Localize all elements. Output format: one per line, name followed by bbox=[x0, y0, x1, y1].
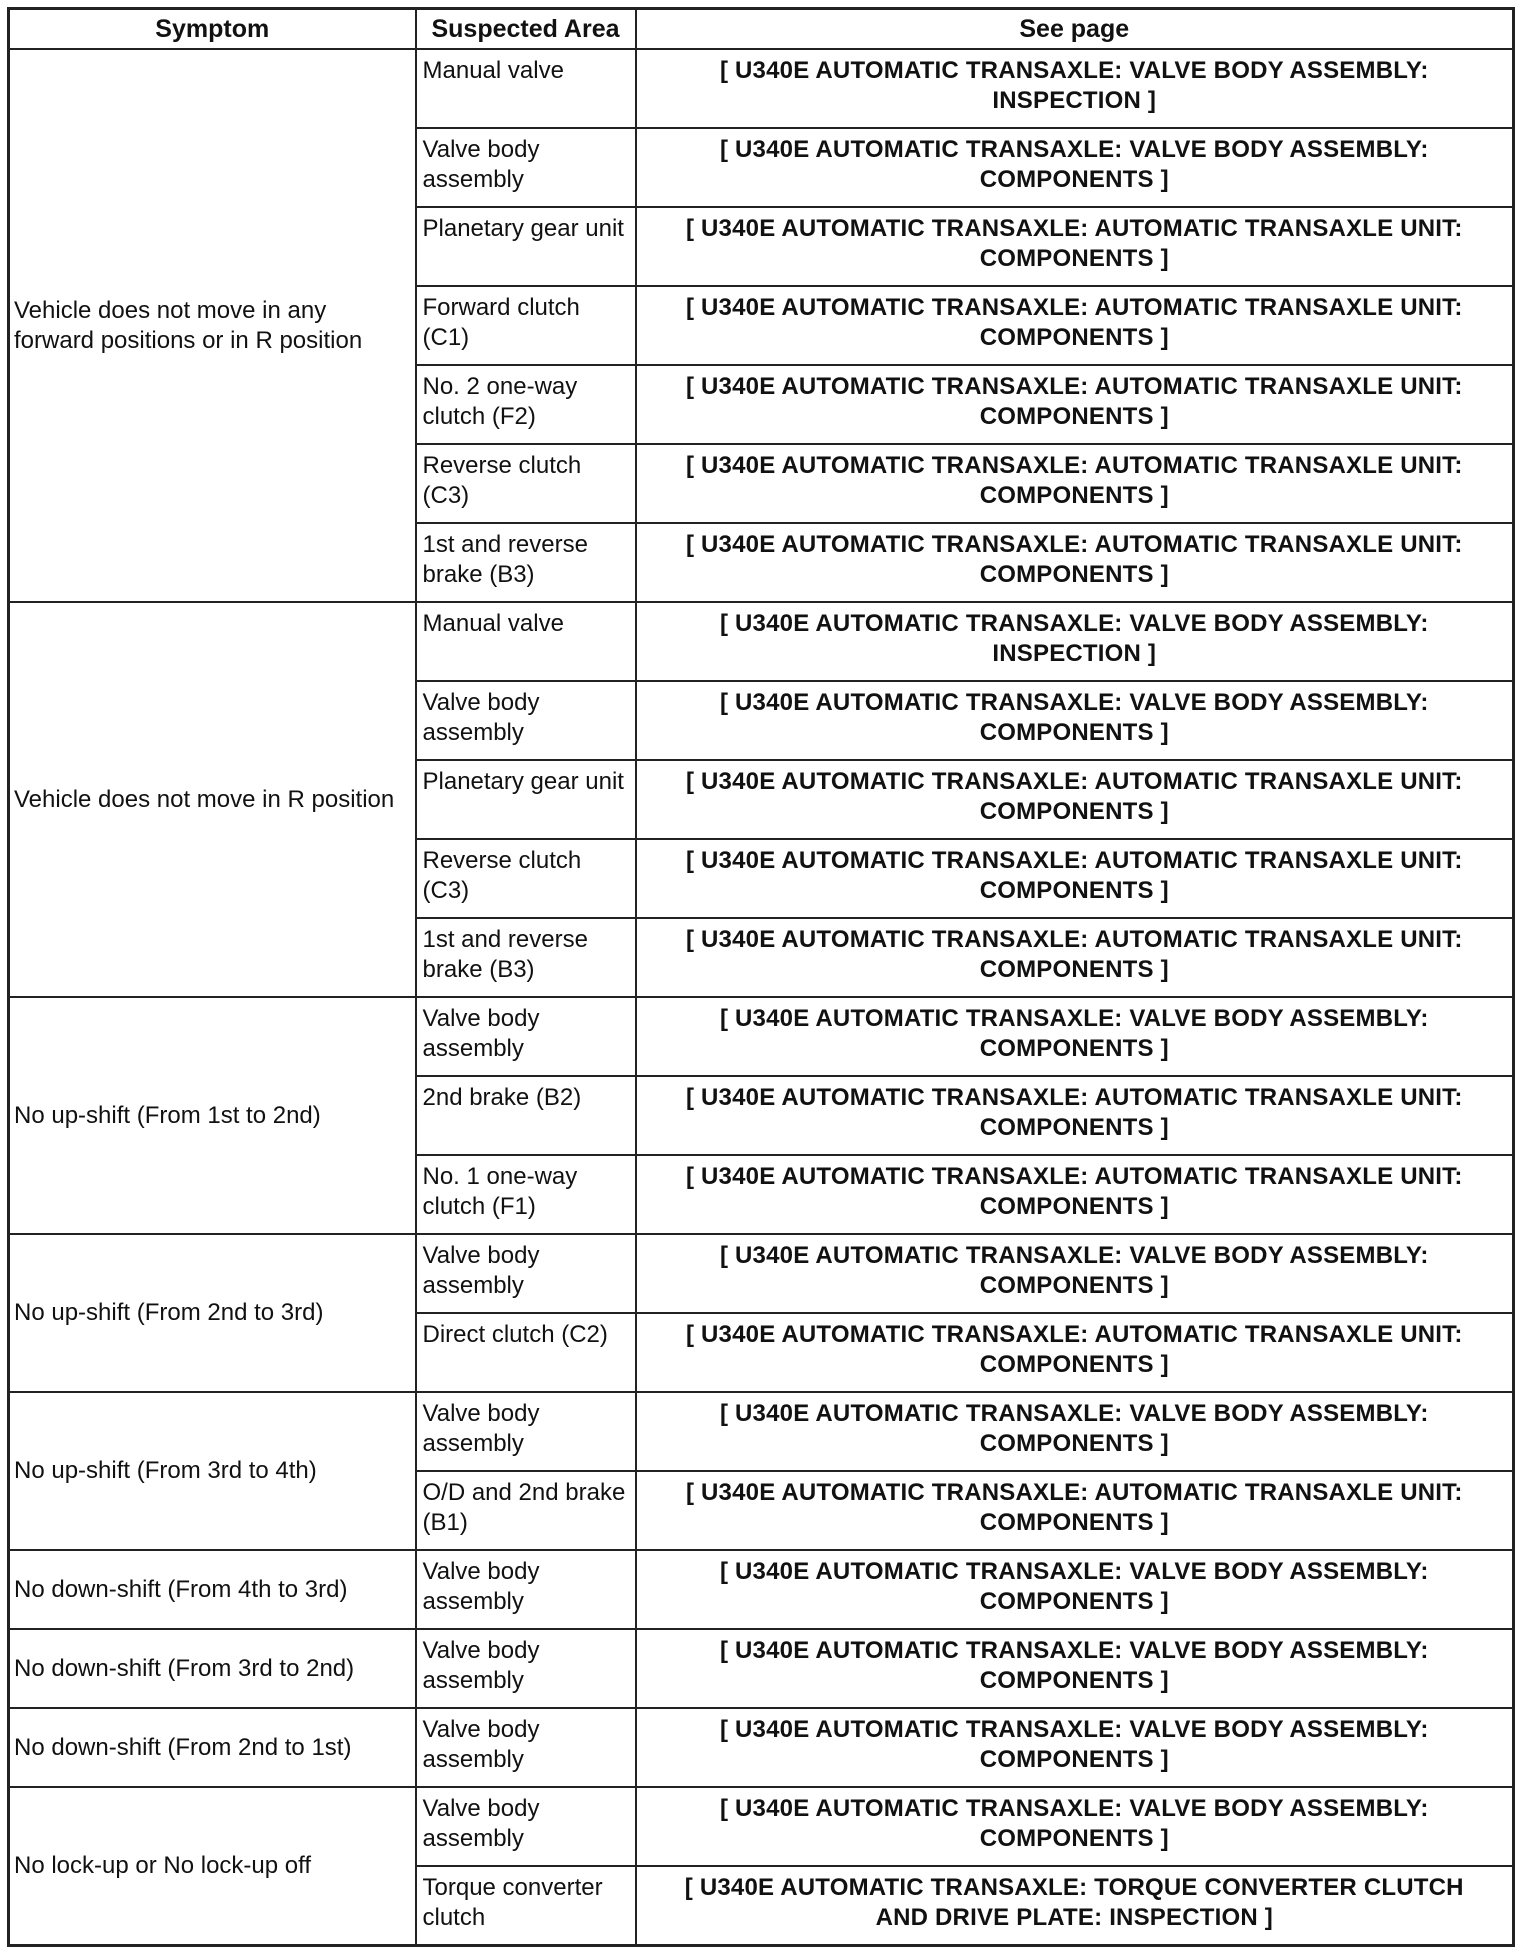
table-row bbox=[9, 1708, 1514, 1787]
symptom-cell: No up-shift (From 1st to 2nd) bbox=[9, 997, 416, 1234]
see-page-reference[interactable]: [ U340E AUTOMATIC TRANSAXLE: VALVE BODY ASSEMBLY: COMPONENTS ] bbox=[636, 997, 1514, 1076]
see-page-reference[interactable]: [ U340E AUTOMATIC TRANSAXLE: VALVE BODY ASSEMBLY: COMPONENTS ] bbox=[636, 128, 1514, 207]
suspected-area-cell: Planetary gear unit bbox=[416, 760, 636, 839]
suspected-area-cell: 1st and reverse brake (B3) bbox=[416, 523, 636, 602]
suspected-area-cell: Manual valve bbox=[416, 602, 636, 681]
suspected-area-cell: Planetary gear unit bbox=[416, 207, 636, 286]
header-see-page: See page bbox=[636, 9, 1514, 50]
see-page-reference[interactable]: [ U340E AUTOMATIC TRANSAXLE: AUTOMATIC TRANSAXLE UNIT: COMPONENTS ] bbox=[636, 365, 1514, 444]
see-page-reference[interactable]: [ U340E AUTOMATIC TRANSAXLE: AUTOMATIC TRANSAXLE UNIT: COMPONENTS ] bbox=[636, 760, 1514, 839]
suspected-area-cell: Valve body assembly bbox=[416, 1550, 636, 1629]
header-symptom: Symptom bbox=[9, 9, 416, 50]
suspected-area-cell: No. 1 one-way clutch (F1) bbox=[416, 1155, 636, 1234]
symptom-cell: No lock-up or No lock-up off bbox=[9, 1787, 416, 1946]
suspected-area-cell: Manual valve bbox=[416, 49, 636, 128]
suspected-area-cell: Reverse clutch (C3) bbox=[416, 444, 636, 523]
suspected-area-cell: O/D and 2nd brake (B1) bbox=[416, 1471, 636, 1550]
table-row bbox=[9, 49, 1514, 128]
see-page-reference[interactable]: [ U340E AUTOMATIC TRANSAXLE: VALVE BODY ASSEMBLY: COMPONENTS ] bbox=[636, 1708, 1514, 1787]
table-row bbox=[9, 1550, 1514, 1629]
suspected-area-cell: Valve body assembly bbox=[416, 1708, 636, 1787]
suspected-area-cell: Valve body assembly bbox=[416, 1392, 636, 1471]
table-row bbox=[9, 997, 1514, 1076]
suspected-area-cell: Direct clutch (C2) bbox=[416, 1313, 636, 1392]
suspected-area-cell: 1st and reverse brake (B3) bbox=[416, 918, 636, 997]
suspected-area-cell: No. 2 one-way clutch (F2) bbox=[416, 365, 636, 444]
suspected-area-cell: 2nd brake (B2) bbox=[416, 1076, 636, 1155]
see-page-reference[interactable]: [ U340E AUTOMATIC TRANSAXLE: AUTOMATIC TRANSAXLE UNIT: COMPONENTS ] bbox=[636, 1155, 1514, 1234]
table-body bbox=[9, 49, 1514, 1946]
symptom-cell: Vehicle does not move in any forward positions or in R position bbox=[9, 49, 416, 602]
suspected-area-cell: Forward clutch (C1) bbox=[416, 286, 636, 365]
table-row bbox=[9, 602, 1514, 681]
see-page-reference[interactable]: [ U340E AUTOMATIC TRANSAXLE: AUTOMATIC TRANSAXLE UNIT: COMPONENTS ] bbox=[636, 1471, 1514, 1550]
troubleshooting-table bbox=[7, 7, 1515, 1947]
suspected-area-cell: Valve body assembly bbox=[416, 128, 636, 207]
symptom-cell: No up-shift (From 3rd to 4th) bbox=[9, 1392, 416, 1550]
table-row bbox=[9, 1392, 1514, 1471]
see-page-reference[interactable]: [ U340E AUTOMATIC TRANSAXLE: VALVE BODY ASSEMBLY: INSPECTION ] bbox=[636, 49, 1514, 128]
symptom-cell: No down-shift (From 3rd to 2nd) bbox=[9, 1629, 416, 1708]
table-row bbox=[9, 1787, 1514, 1866]
see-page-reference[interactable]: [ U340E AUTOMATIC TRANSAXLE: AUTOMATIC TRANSAXLE UNIT: COMPONENTS ] bbox=[636, 918, 1514, 997]
header-suspected-area: Suspected Area bbox=[416, 9, 636, 50]
symptom-cell: No up-shift (From 2nd to 3rd) bbox=[9, 1234, 416, 1392]
see-page-reference[interactable]: [ U340E AUTOMATIC TRANSAXLE: VALVE BODY ASSEMBLY: COMPONENTS ] bbox=[636, 1392, 1514, 1471]
suspected-area-cell: Valve body assembly bbox=[416, 1234, 636, 1313]
see-page-reference[interactable]: [ U340E AUTOMATIC TRANSAXLE: AUTOMATIC TRANSAXLE UNIT: COMPONENTS ] bbox=[636, 523, 1514, 602]
see-page-reference[interactable]: [ U340E AUTOMATIC TRANSAXLE: AUTOMATIC TRANSAXLE UNIT: COMPONENTS ] bbox=[636, 286, 1514, 365]
table-row bbox=[9, 1234, 1514, 1313]
see-page-reference[interactable]: [ U340E AUTOMATIC TRANSAXLE: AUTOMATIC TRANSAXLE UNIT: COMPONENTS ] bbox=[636, 839, 1514, 918]
see-page-reference[interactable]: [ U340E AUTOMATIC TRANSAXLE: AUTOMATIC TRANSAXLE UNIT: COMPONENTS ] bbox=[636, 207, 1514, 286]
symptom-cell: Vehicle does not move in R position bbox=[9, 602, 416, 997]
see-page-reference[interactable]: [ U340E AUTOMATIC TRANSAXLE: AUTOMATIC TRANSAXLE UNIT: COMPONENTS ] bbox=[636, 444, 1514, 523]
symptom-cell: No down-shift (From 2nd to 1st) bbox=[9, 1708, 416, 1787]
suspected-area-cell: Valve body assembly bbox=[416, 681, 636, 760]
see-page-reference[interactable]: [ U340E AUTOMATIC TRANSAXLE: VALVE BODY ASSEMBLY: INSPECTION ] bbox=[636, 602, 1514, 681]
see-page-reference[interactable]: [ U340E AUTOMATIC TRANSAXLE: VALVE BODY ASSEMBLY: COMPONENTS ] bbox=[636, 1234, 1514, 1313]
see-page-reference[interactable]: [ U340E AUTOMATIC TRANSAXLE: VALVE BODY ASSEMBLY: COMPONENTS ] bbox=[636, 1629, 1514, 1708]
suspected-area-cell: Valve body assembly bbox=[416, 997, 636, 1076]
see-page-reference[interactable]: [ U340E AUTOMATIC TRANSAXLE: VALVE BODY ASSEMBLY: COMPONENTS ] bbox=[636, 1550, 1514, 1629]
see-page-reference[interactable]: [ U340E AUTOMATIC TRANSAXLE: VALVE BODY ASSEMBLY: COMPONENTS ] bbox=[636, 681, 1514, 760]
suspected-area-cell: Valve body assembly bbox=[416, 1787, 636, 1866]
header-row bbox=[9, 9, 1514, 50]
see-page-reference[interactable]: [ U340E AUTOMATIC TRANSAXLE: TORQUE CONVERTER CLUTCH AND DRIVE PLATE: INSPECTION ] bbox=[636, 1866, 1514, 1946]
see-page-reference[interactable]: [ U340E AUTOMATIC TRANSAXLE: AUTOMATIC TRANSAXLE UNIT: COMPONENTS ] bbox=[636, 1313, 1514, 1392]
table-row bbox=[9, 1629, 1514, 1708]
suspected-area-cell: Torque converter clutch bbox=[416, 1866, 636, 1946]
suspected-area-cell: Valve body assembly bbox=[416, 1629, 636, 1708]
suspected-area-cell: Reverse clutch (C3) bbox=[416, 839, 636, 918]
see-page-reference[interactable]: [ U340E AUTOMATIC TRANSAXLE: VALVE BODY ASSEMBLY: COMPONENTS ] bbox=[636, 1787, 1514, 1866]
see-page-reference[interactable]: [ U340E AUTOMATIC TRANSAXLE: AUTOMATIC TRANSAXLE UNIT: COMPONENTS ] bbox=[636, 1076, 1514, 1155]
symptom-cell: No down-shift (From 4th to 3rd) bbox=[9, 1550, 416, 1629]
